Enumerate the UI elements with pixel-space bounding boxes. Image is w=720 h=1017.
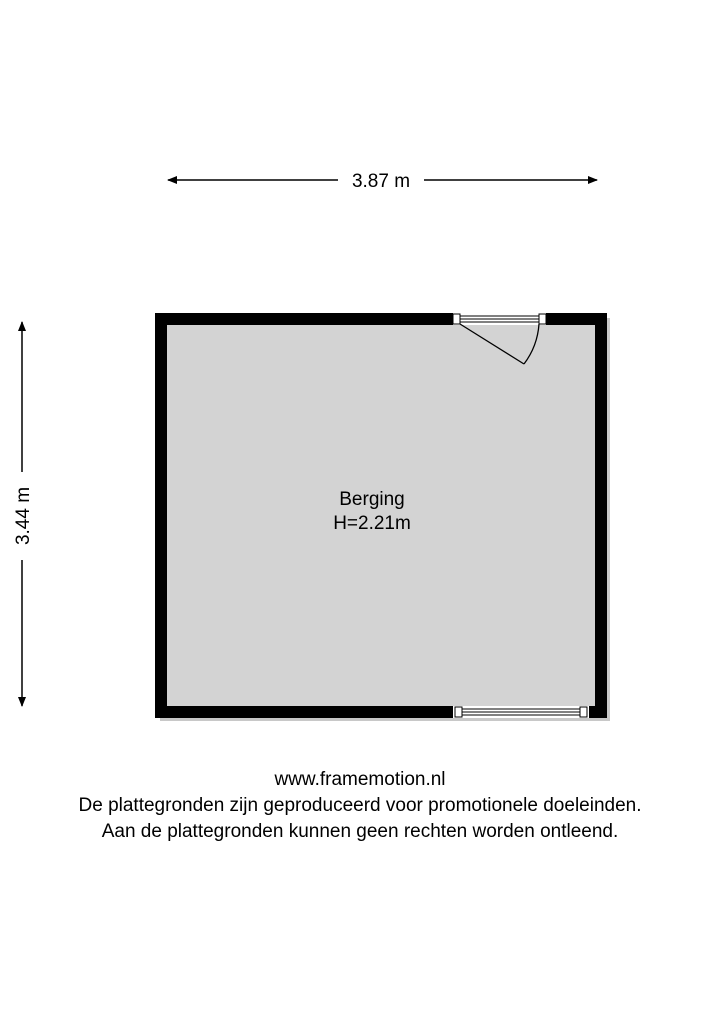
height-dimension xyxy=(13,322,34,706)
room-height: H=2.21m xyxy=(333,513,411,534)
window xyxy=(453,706,589,718)
window-jamb-left xyxy=(455,707,462,717)
footer-website: www.framemotion.nl xyxy=(274,769,446,790)
footer-disclaimer-1: De plattegronden zijn geproduceerd voor promotionele doeleinden. xyxy=(78,795,642,816)
footer xyxy=(0,767,720,845)
width-dimension-label: 3.87 m xyxy=(351,171,411,192)
room-name: Berging xyxy=(339,489,405,510)
window-jamb-right xyxy=(580,707,587,717)
width-dimension xyxy=(168,171,597,192)
footer-disclaimer-2: Aan de plattegronden kunnen geen rechten worden ontleend. xyxy=(101,821,619,842)
door-jamb-right xyxy=(539,314,546,324)
door-jamb-left xyxy=(453,314,460,324)
height-dimension-label: 3.44 m xyxy=(13,486,34,546)
